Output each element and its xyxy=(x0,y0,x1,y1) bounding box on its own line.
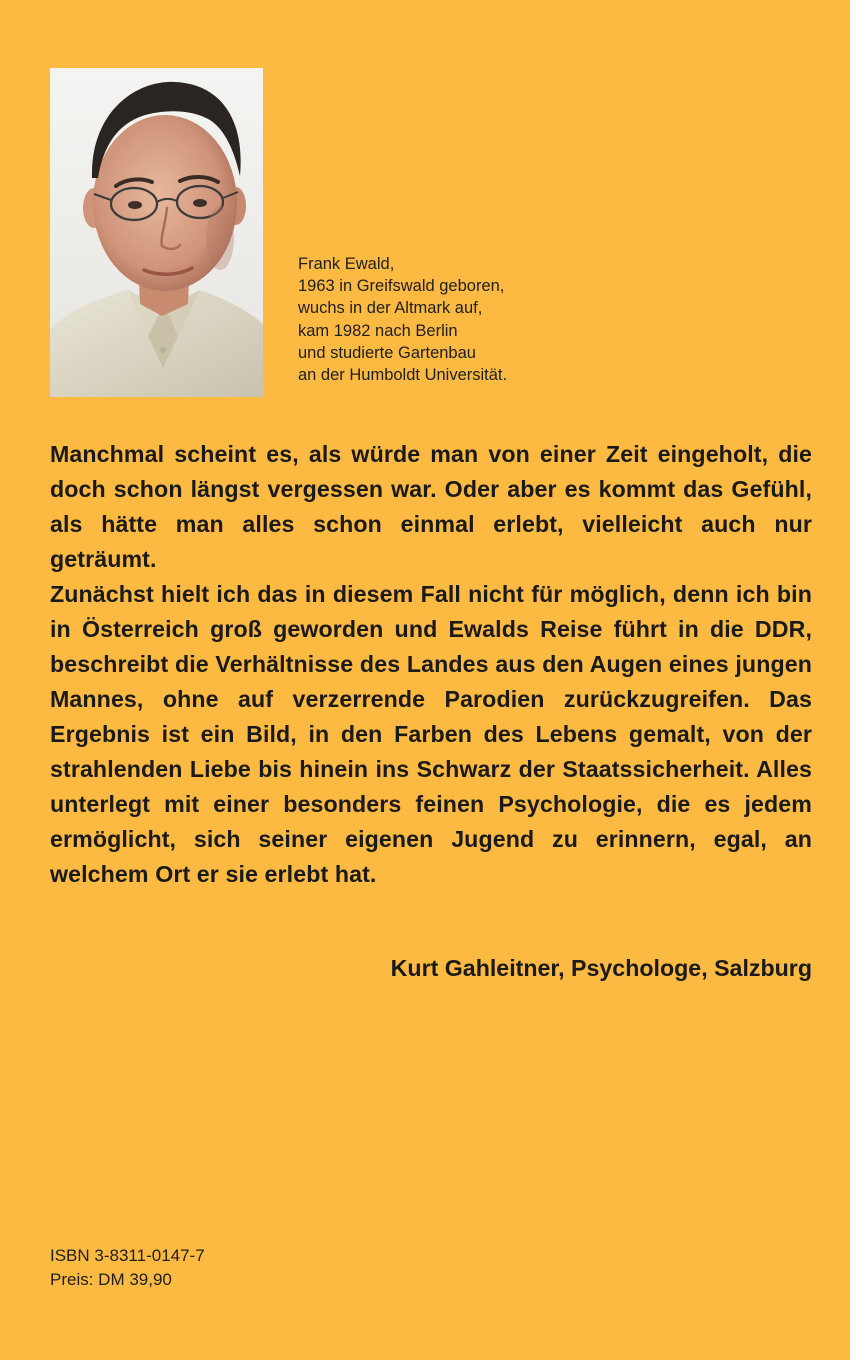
bio-line: kam 1982 nach Berlin xyxy=(298,321,458,340)
blurb-paragraph-1: Manchmal scheint es, als würde man von einer Zeit eingeholt, die doch schon längst vergessen war. Oder aber es kommt das Gefühl, als hätte man alles schon einmal erlebt, vielleicht auch nur geträumt. xyxy=(50,441,812,572)
blurb-paragraph-2: Zunächst hielt ich das in diesem Fall nicht für möglich, denn ich bin in Österreich groß geworden und Ewalds Reise führt in die DDR, beschreibt die Verhältnisse des Landes aus den Augen eines jungen Mannes, ohne auf verzerrende Parodien zurückzugreifen. Das Ergebnis ist ein Bild, in den Farben des Lebens gemalt, von der strahlenden Liebe bis hinein ins Schwarz der Staatssicherheit. Alles unterlegt mit einer besonders feinen Psychologie, die es jedem ermöglicht, sich seiner eigenen Jugend zu erinnern, egal, an welchem Ort er sie erlebt hat. xyxy=(50,581,812,887)
bio-line: an der Humboldt Universität. xyxy=(298,366,508,385)
review-blurb xyxy=(50,437,812,892)
author-portrait-image xyxy=(50,68,263,397)
price: Preis: DM 39,90 xyxy=(50,1270,172,1289)
book-meta xyxy=(50,1244,205,1292)
author-photo xyxy=(50,68,263,397)
bio-line: wuchs in der Altmark auf, xyxy=(298,299,483,318)
isbn: ISBN 3-8311-0147-7 xyxy=(50,1246,205,1265)
author-bio xyxy=(298,253,778,386)
bio-line: 1963 in Greifswald geboren, xyxy=(298,277,505,296)
review-attribution: Kurt Gahleitner, Psychologe, Salzburg xyxy=(390,955,812,981)
bio-line: und studierte Gartenbau xyxy=(298,343,476,362)
bio-line: Frank Ewald, xyxy=(298,255,395,273)
